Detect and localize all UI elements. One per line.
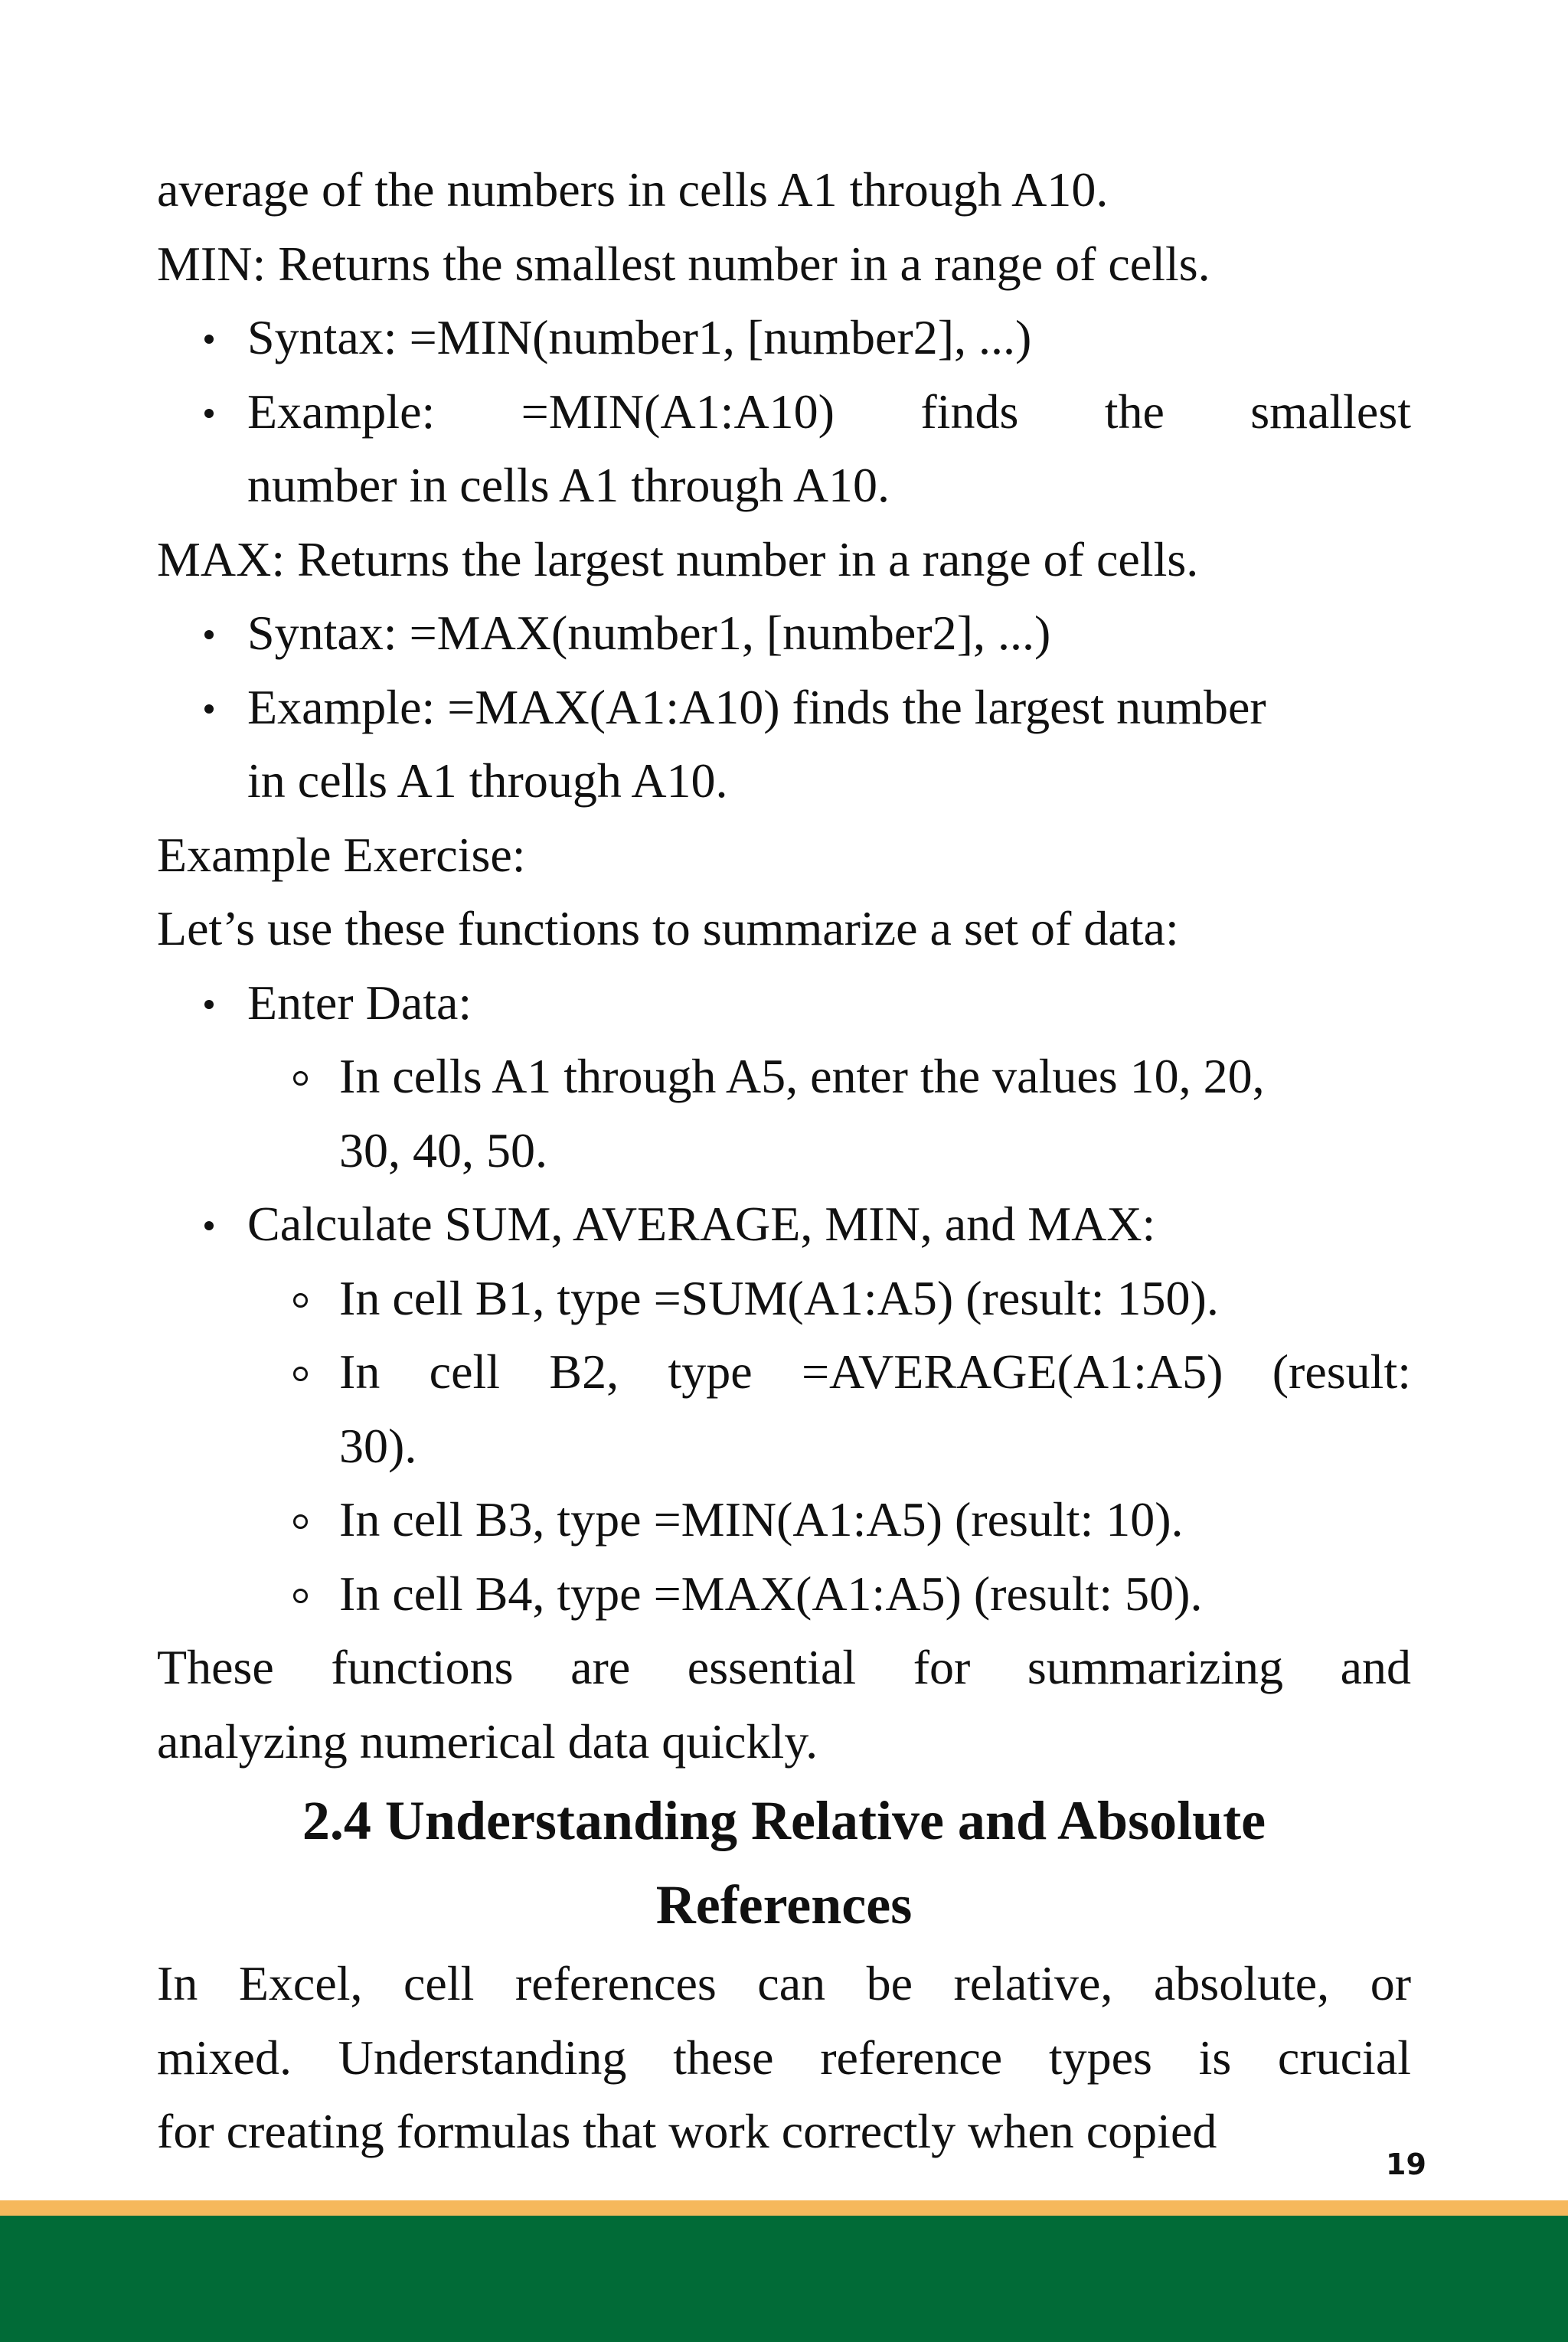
average-continued: 30). xyxy=(339,1418,417,1473)
circle-bullet-icon xyxy=(293,1293,308,1308)
enter-values-text: In cells A1 through A5, enter the values 10, 20, xyxy=(339,1049,1265,1103)
min-subitem xyxy=(157,1483,1411,1557)
references-intro-2: mixed. Understanding these reference types is crucial xyxy=(157,2030,1411,2085)
max-syntax-text: Syntax: =MAX(number1, [number2], ...) xyxy=(247,606,1051,660)
circle-bullet-icon xyxy=(293,1514,308,1529)
min-example-continued: number in cells A1 through A10. xyxy=(247,458,890,512)
min-example-text: Example: =MIN(A1:A10) finds the smallest xyxy=(247,384,1411,439)
summary-line: These functions are essential for summarizing and xyxy=(157,1640,1411,1694)
summary-line-end: analyzing numerical data quickly. xyxy=(157,1713,818,1769)
bullet-icon xyxy=(204,1221,214,1230)
bullet-icon xyxy=(204,335,214,344)
page-body xyxy=(157,153,1411,2169)
max-definition: MAX: Returns the largest number in a range of cells. xyxy=(157,531,1199,586)
max-syntax-item xyxy=(157,596,1411,671)
min-syntax-item xyxy=(157,301,1411,375)
max-example-item xyxy=(157,671,1411,745)
bullet-icon xyxy=(204,704,214,714)
enter-values-continued: 30, 40, 50. xyxy=(339,1122,547,1178)
section-heading: 2.4 Understanding Relative and Absolute xyxy=(302,1790,1266,1851)
min-example-item xyxy=(157,375,1411,449)
calculate-item xyxy=(157,1187,1411,1262)
page-number: 19 xyxy=(1386,2148,1426,2181)
example-exercise-label: Example Exercise: xyxy=(157,827,526,882)
footer-band xyxy=(0,2216,1568,2342)
average-text: In cell B2, type =AVERAGE(A1:A5) (result: xyxy=(339,1344,1411,1399)
max-example-continued: in cells A1 through A10. xyxy=(247,753,728,808)
bullet-icon xyxy=(204,1000,214,1009)
footer-stripe xyxy=(0,2200,1568,2216)
section-heading-continued: References xyxy=(655,1874,913,1935)
bullet-icon xyxy=(204,630,214,639)
enter-data-item xyxy=(157,966,1411,1040)
bullet-icon xyxy=(204,409,214,418)
circle-bullet-icon xyxy=(293,1071,308,1086)
sum-text: In cell B1, type =SUM(A1:A5) (result: 150). xyxy=(339,1270,1219,1325)
min-syntax-text: Syntax: =MIN(number1, [number2], ...) xyxy=(247,310,1032,364)
sum-subitem xyxy=(157,1262,1411,1336)
max-subitem xyxy=(157,1557,1411,1632)
min-text: In cell B3, type =MIN(A1:A5) (result: 10). xyxy=(339,1492,1184,1547)
references-intro: In Excel, cell references can be relative, absolute, or xyxy=(157,1956,1411,2010)
average-subitem xyxy=(157,1335,1411,1409)
references-intro-3: for creating formulas that work correctly when copied xyxy=(157,2104,1217,2158)
enter-values-subitem xyxy=(157,1040,1411,1114)
circle-bullet-icon xyxy=(293,1589,308,1603)
min-definition: MIN: Returns the smallest number in a range of cells. xyxy=(157,236,1210,291)
calculate-text: Calculate SUM, AVERAGE, MIN, and MAX: xyxy=(247,1197,1156,1251)
paragraph-line: average of the numbers in cells A1 through A10. xyxy=(157,162,1109,217)
enter-data-text: Enter Data: xyxy=(247,975,472,1030)
circle-bullet-icon xyxy=(293,1367,308,1381)
max-example-text: Example: =MAX(A1:A10) finds the largest number xyxy=(247,679,1266,734)
max-text: In cell B4, type =MAX(A1:A5) (result: 50). xyxy=(339,1566,1203,1621)
exercise-intro: Let’s use these functions to summarize a set of data: xyxy=(157,901,1179,955)
